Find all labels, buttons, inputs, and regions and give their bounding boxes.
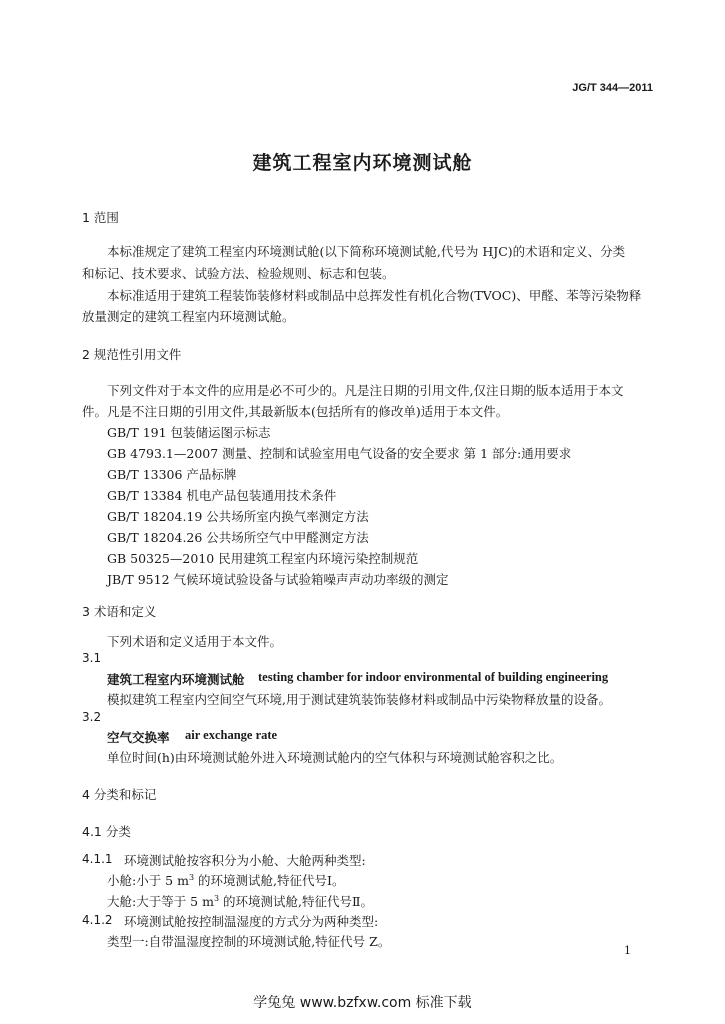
clause-text: 环境测试舱按容积分为小舱、大舱两种类型: <box>124 853 366 868</box>
clause-number: 4.1.1 <box>82 852 113 866</box>
type-item: 类型一:自带温湿度控制的环境测试舱,特征代号 Z。 <box>107 934 391 949</box>
page-number: 1 <box>624 944 631 957</box>
section-3-heading: 3 术语和定义 <box>82 604 157 619</box>
class-large-chamber: 大舱:大于等于 5 $m^3$ 的环境测试舱,特征代号Ⅱ。 <box>107 893 374 909</box>
class-small-chamber: 小舱:小于 5 $m^3$ 的环境测试舱,特征代号Ⅰ。 <box>107 872 345 888</box>
reference-item: JB/T 9512 气候环境试验设备与试验箱噪声声动功率级的测定 <box>107 572 449 587</box>
s2-intro-line-1: 下列文件对于本文件的应用是必不可少的。凡是注日期的引用文件,仅注日期的版本适用于本文 <box>107 383 624 398</box>
section-1-heading: 1 范围 <box>82 210 119 225</box>
clause-text: 环境测试舱按控制温湿度的方式分为两种类型: <box>124 914 379 929</box>
section-2-heading: 2 规范性引用文件 <box>82 347 182 362</box>
clause-number: 4.1.2 <box>82 913 113 927</box>
term-name-zh: 建筑工程室内环境测试舱 <box>107 672 245 687</box>
reference-item: GB/T 13306 产品标牌 <box>107 467 237 482</box>
section-4-heading: 4 分类和标记 <box>82 787 157 802</box>
reference-item: GB 50325—2010 民用建筑工程室内环境污染控制规范 <box>107 551 419 566</box>
s3-intro: 下列术语和定义适用于本文件。 <box>107 634 283 649</box>
standard-number: JG/T 344—2011 <box>572 82 653 94</box>
subsection-4-1-heading: 4.1 分类 <box>82 824 131 839</box>
term-name-en: testing chamber for indoor environmental of building engineering <box>258 670 609 684</box>
s1-paragraph-1-line-1: 本标准规定了建筑工程室内环境测试舱(以下简称环境测试舱,代号为 HJC)的术语和定义、分类 <box>107 244 626 259</box>
s2-intro-line-2: 件。凡是不注日期的引用文件,其最新版本(包括所有的修改单)适用于本文件。 <box>82 404 509 419</box>
s1-paragraph-2-line-2: 放量测定的建筑工程室内环境测试舱。 <box>82 309 295 324</box>
footer-watermark: 学兔兔 www.bzfxw.com 标准下载 <box>253 995 472 1011</box>
document-title: 建筑工程室内环境测试舱 <box>252 152 473 174</box>
term-name-zh: 空气交换率 <box>107 730 170 745</box>
term-number: 3.1 <box>82 651 102 665</box>
reference-item: GB/T 191 包装储运图示标志 <box>107 425 271 440</box>
term-number: 3.2 <box>82 710 102 724</box>
term-definition: 模拟建筑工程室内空间空气环境,用于测试建筑装饰装修材料或制品中污染物释放量的设备。 <box>107 692 611 707</box>
s1-paragraph-1-line-2: 和标记、技术要求、试验方法、检验规则、标志和包装。 <box>82 266 395 281</box>
s1-paragraph-2-line-1: 本标准适用于建筑工程装饰装修材料或制品中总挥发性有机化合物(TVOC)、甲醛、苯等污染物释 <box>107 288 642 303</box>
reference-item: GB/T 18204.19 公共场所室内换气率测定方法 <box>107 509 369 524</box>
term-name-en: air exchange rate <box>185 728 278 742</box>
reference-item: GB/T 13384 机电产品包装通用技术条件 <box>107 488 337 503</box>
reference-item: GB/T 18204.26 公共场所空气中甲醛测定方法 <box>107 530 369 545</box>
term-definition: 单位时间(h)由环境测试舱外进入环境测试舱内的空气体积与环境测试舱容积之比。 <box>107 750 563 765</box>
reference-item: GB 4793.1—2007 测量、控制和试验室用电气设备的安全要求 第 1 部分:通用要求 <box>107 446 572 461</box>
